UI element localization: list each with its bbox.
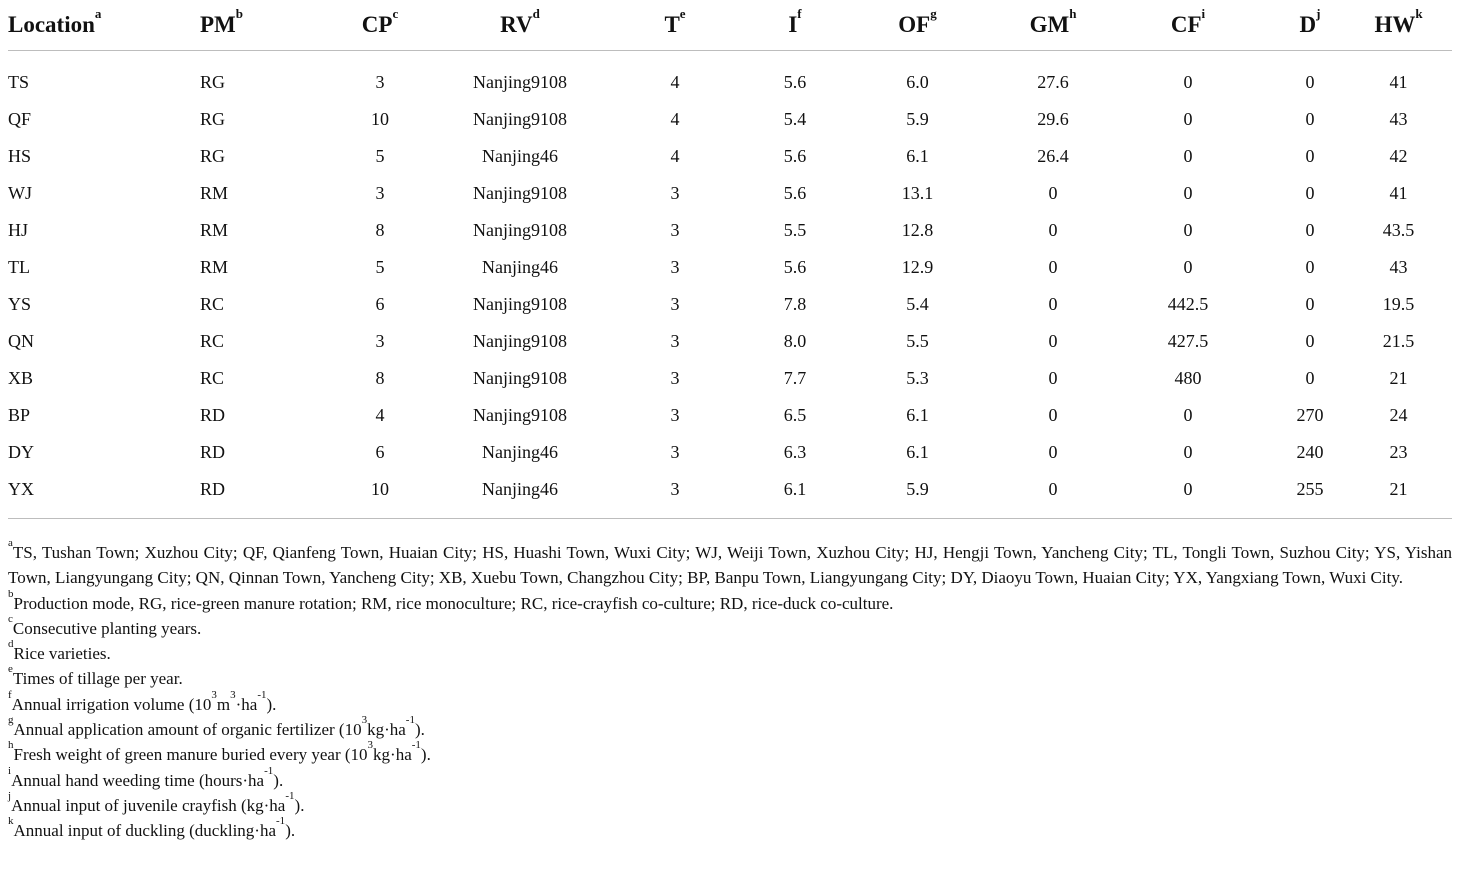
table-cell-rv: Nanjing46: [482, 146, 558, 166]
table-cell-gm: 0: [1048, 442, 1058, 462]
footnote-marker: i: [8, 764, 12, 777]
table-cell-rv: Nanjing9108: [473, 368, 567, 388]
footnote-marker: h: [8, 739, 14, 752]
table-cell-d: 0: [1305, 331, 1315, 351]
table-cell-cp: 3: [375, 331, 385, 351]
column-header-label: I: [788, 12, 798, 37]
column-header-label: CP: [361, 12, 393, 37]
table-cell-d: 0: [1305, 183, 1315, 203]
column-header-label: T: [664, 12, 680, 37]
table-cell-d: 270: [1296, 405, 1324, 425]
footnote-superscript: -1: [411, 739, 421, 752]
table-row: [8, 51, 1452, 102]
footnote-d: [8, 638, 1452, 666]
table-cell-t: 4: [670, 72, 680, 92]
footnotes: [8, 537, 1452, 844]
table-cell-i: 7.7: [783, 368, 807, 388]
table-cell-cf: 0: [1183, 146, 1193, 166]
table-cell-gm: 0: [1048, 294, 1058, 314]
table-cell-location: BP: [8, 405, 31, 425]
table-cell-gm: 0: [1048, 257, 1058, 277]
table-cell-location: XB: [8, 368, 34, 388]
table-cell-t: 3: [670, 257, 680, 277]
table-cell-cf: 0: [1183, 405, 1193, 425]
table-cell-of: 6.0: [906, 72, 929, 92]
column-header-label: PM: [200, 12, 236, 37]
table-cell-t: 3: [670, 331, 680, 351]
table-cell-of: 6.1: [906, 146, 929, 166]
table-cell-t: 3: [670, 479, 680, 499]
footnote-superscript: 3: [361, 714, 368, 727]
table-cell-hw: 19.5: [1382, 294, 1415, 314]
table-cell-pm: RC: [200, 368, 225, 388]
column-header-hw: [1345, 0, 1452, 51]
table-cell-cf: 0: [1183, 72, 1193, 92]
column-header-pm: [200, 0, 310, 51]
footnote-marker: j: [1316, 6, 1321, 21]
table-cell-location: YX: [8, 479, 34, 499]
footnote-text: Consecutive planting years.: [12, 618, 202, 638]
footnote-text: ·ha: [235, 694, 258, 714]
table-cell-rv: Nanjing9108: [473, 294, 567, 314]
footnote-marker: b: [235, 6, 243, 21]
table-cell-i: 5.5: [783, 220, 807, 240]
footnote-marker: k: [8, 815, 14, 828]
table-cell-i: 6.5: [783, 405, 807, 425]
table-cell-i: 6.1: [783, 479, 807, 499]
table-cell-i: 5.6: [783, 72, 807, 92]
column-header-of: [830, 0, 1005, 51]
table-cell-cf: 0: [1183, 257, 1193, 277]
table-cell-location: QN: [8, 331, 34, 351]
table-cell-cf: 480: [1174, 368, 1202, 388]
footnote-text: Fresh weight of green manure buried every year (10: [13, 745, 368, 765]
column-header-label: GM: [1029, 12, 1070, 37]
table-cell-gm: 26.4: [1037, 146, 1069, 166]
table-cell-location: QF: [8, 109, 32, 129]
column-header-label: RV: [500, 12, 533, 37]
table-cell-i: 8.0: [783, 331, 807, 351]
table-cell-t: 4: [670, 109, 680, 129]
table-cell-location: DY: [8, 442, 34, 462]
footnote-marker: a: [8, 537, 13, 549]
table-cell-of: 12.9: [901, 257, 934, 277]
table-cell-gm: 0: [1048, 183, 1058, 203]
table-cell-d: 255: [1296, 479, 1324, 499]
footnote-b: [8, 587, 1452, 616]
table-cell-of: 5.5: [906, 331, 929, 351]
table-cell-rv: Nanjing9108: [473, 405, 567, 425]
column-header-label: D: [1299, 12, 1317, 37]
footnote-text: Times of tillage per year.: [12, 669, 183, 689]
table-cell-rv: Nanjing46: [482, 442, 558, 462]
footnote-text: ).: [420, 745, 431, 765]
table-cell-i: 5.6: [783, 257, 807, 277]
table-cell-rv: Nanjing46: [482, 479, 558, 499]
table-cell-hw: 43: [1389, 257, 1408, 277]
table-cell-pm: RC: [200, 331, 225, 351]
table-cell-t: 3: [670, 183, 680, 203]
table-header-row: [8, 0, 1452, 51]
column-header-location: [8, 0, 200, 51]
footnote-text: Annual input of duckling (duckling·ha: [13, 821, 277, 841]
table-row: [8, 397, 1452, 434]
table-cell-location: WJ: [8, 183, 32, 203]
table-cell-i: 5.4: [783, 109, 807, 129]
table-cell-t: 3: [670, 294, 680, 314]
footnote-text: kg·ha: [367, 720, 406, 740]
footnote-marker: g: [930, 6, 937, 21]
column-header-cf: [1101, 0, 1275, 51]
data-table-container: [8, 0, 1452, 519]
table-row: [8, 286, 1452, 323]
footnote-e: [8, 663, 1452, 691]
table-cell-pm: RC: [200, 294, 225, 314]
footnote-h: [8, 739, 1452, 767]
footnote-j: [8, 789, 1452, 818]
footnote-text: Annual input of juvenile crayfish (kg·ha: [11, 795, 286, 815]
table-cell-t: 3: [670, 405, 680, 425]
table-body: [8, 51, 1452, 519]
footnote-text: Annual hand weeding time (hours·ha: [11, 770, 265, 790]
column-header-gm: [1005, 0, 1101, 51]
table-cell-gm: 0: [1048, 405, 1058, 425]
table-cell-cf: 442.5: [1167, 294, 1209, 314]
table-cell-hw: 23: [1389, 442, 1408, 462]
footnote-text: Production mode, RG, rice-green manure rotation; RM, rice monoculture; RC, rice-crayfish co-culture; RD, rice-duck co-culture.: [13, 593, 894, 613]
footnote-c: [8, 612, 1452, 641]
table-cell-cp: 8: [375, 368, 385, 388]
footnote-marker: c: [8, 612, 13, 625]
footnote-marker: h: [1069, 6, 1077, 21]
table-cell-gm: 0: [1048, 479, 1058, 499]
table-row: [8, 101, 1452, 138]
table-cell-cp: 6: [375, 294, 385, 314]
footnote-marker: d: [532, 6, 540, 21]
table-cell-d: 0: [1305, 109, 1315, 129]
footnote-text: Rice varieties.: [13, 644, 111, 664]
table-cell-d: 0: [1305, 368, 1315, 388]
table-cell-location: TS: [8, 72, 30, 92]
footnote-text: ).: [266, 694, 277, 714]
table-row: [8, 471, 1452, 519]
table-cell-gm: 0: [1048, 220, 1058, 240]
footnote-marker: i: [1201, 6, 1206, 21]
footnote-marker: f: [8, 688, 12, 701]
table-cell-of: 5.3: [906, 368, 929, 388]
table-cell-d: 240: [1296, 442, 1324, 462]
table-cell-rv: Nanjing9108: [473, 109, 567, 129]
table-cell-rv: Nanjing9108: [473, 220, 567, 240]
table-cell-cp: 4: [375, 405, 385, 425]
table-cell-gm: 0: [1048, 331, 1058, 351]
table-cell-pm: RM: [200, 220, 229, 240]
table-cell-cf: 0: [1183, 183, 1193, 203]
column-header-label: HW: [1374, 12, 1416, 37]
table-cell-cf: 0: [1183, 109, 1193, 129]
table-cell-of: 6.1: [906, 405, 929, 425]
column-header-label: CF: [1170, 12, 1202, 37]
footnote-f: [8, 688, 1452, 717]
table-cell-hw: 41: [1389, 72, 1408, 92]
table-cell-t: 4: [670, 146, 680, 166]
table-cell-i: 6.3: [783, 442, 807, 462]
table-cell-pm: RM: [200, 183, 229, 203]
footnote-text: ).: [273, 770, 284, 790]
footnote-text: ).: [294, 795, 305, 815]
footnote-superscript: 3: [211, 688, 217, 701]
column-header-label: OF: [898, 12, 931, 37]
table-cell-t: 3: [670, 368, 680, 388]
table-cell-hw: 41: [1389, 183, 1408, 203]
table-row: [8, 212, 1452, 249]
table-cell-rv: Nanjing9108: [473, 331, 567, 351]
footnote-superscript: -1: [405, 714, 415, 727]
table-cell-location: HS: [8, 146, 32, 166]
table-cell-location: TL: [8, 257, 30, 277]
footnote-marker: c: [392, 6, 399, 21]
table-cell-rv: Nanjing9108: [473, 183, 567, 203]
footnote-k: [8, 815, 1452, 843]
table-cell-cp: 5: [375, 146, 385, 166]
table-cell-hw: 21: [1389, 368, 1408, 388]
column-header-i: [760, 0, 830, 51]
table-cell-t: 3: [670, 442, 680, 462]
footnote-marker: e: [8, 663, 13, 676]
table-row: [8, 360, 1452, 397]
table-cell-d: 0: [1305, 146, 1315, 166]
table-cell-i: 5.6: [783, 146, 807, 166]
footnote-marker: b: [8, 587, 14, 600]
table-cell-cp: 3: [375, 183, 385, 203]
table-row: [8, 175, 1452, 212]
footnote-text: m: [216, 694, 231, 714]
table-row: [8, 138, 1452, 175]
table-cell-cp: 8: [375, 220, 385, 240]
table-cell-cf: 0: [1183, 220, 1193, 240]
table-cell-d: 0: [1305, 220, 1315, 240]
table-cell-location: YS: [8, 294, 32, 314]
column-header-t: [590, 0, 760, 51]
table-cell-gm: 27.6: [1037, 72, 1069, 92]
footnote-superscript: 3: [367, 739, 374, 752]
column-header-d: [1275, 0, 1345, 51]
table-cell-gm: 0: [1048, 368, 1058, 388]
footnote-superscript: -1: [276, 815, 286, 828]
table-cell-of: 12.8: [901, 220, 934, 240]
table-cell-cp: 3: [375, 72, 385, 92]
table-cell-gm: 29.6: [1037, 109, 1069, 129]
table-cell-rv: Nanjing46: [482, 257, 558, 277]
table-cell-of: 5.9: [906, 109, 929, 129]
footnote-marker: k: [1415, 6, 1423, 21]
table-cell-cp: 10: [371, 479, 389, 499]
table-cell-pm: RG: [200, 72, 226, 92]
footnote-text: ).: [414, 720, 425, 740]
footnote-marker: g: [8, 714, 14, 727]
footnote-superscript: -1: [264, 764, 274, 777]
table-cell-hw: 43: [1389, 109, 1408, 129]
table-row: [8, 249, 1452, 286]
table-row: [8, 323, 1452, 360]
table-cell-hw: 42: [1389, 146, 1408, 166]
table-cell-cp: 10: [371, 109, 389, 129]
table-cell-of: 5.4: [906, 294, 929, 314]
table-cell-of: 6.1: [906, 442, 929, 462]
table-cell-of: 5.9: [906, 479, 929, 499]
footnote-g: [8, 714, 1452, 742]
footnote-text: ).: [285, 821, 296, 841]
footnote-marker: e: [679, 6, 686, 21]
table-cell-pm: RM: [200, 257, 229, 277]
table-cell-pm: RG: [200, 146, 226, 166]
table-cell-location: HJ: [8, 220, 29, 240]
footnote-text: TS, Tushan Town; Xuzhou City; QF, Qianfeng Town, Huaian City; HS, Huashi Town, Wuxi City; WJ, Weiji Town, Xuzhou City; HJ, Hengji Town, Yancheng City; TL, Tongli Town, Suzhou City; YS, Yishan Town, Liangyungang City; QN, Qinnan Town, Yancheng City; XB, Xuebu Town, Changzhou City; BP, Banpu Town, Liangyungang City; DY, Diaoyu Town, Huaian City; YX, Yangxiang Town, Wuxi City.: [8, 543, 1452, 588]
table-cell-i: 5.6: [783, 183, 807, 203]
column-header-rv: [450, 0, 590, 51]
footnote-superscript: -1: [285, 789, 295, 802]
table-cell-rv: Nanjing9108: [473, 72, 567, 92]
table-cell-pm: RD: [200, 479, 226, 499]
table-cell-d: 0: [1305, 257, 1315, 277]
table-cell-pm: RD: [200, 442, 226, 462]
footnote-marker: j: [8, 789, 12, 802]
table-cell-cf: 0: [1183, 479, 1193, 499]
footnote-superscript: 3: [230, 688, 236, 701]
table-cell-cp: 6: [375, 442, 385, 462]
data-table: [8, 0, 1452, 519]
table-cell-d: 0: [1305, 72, 1315, 92]
table-cell-pm: RD: [200, 405, 226, 425]
table-cell-cf: 0: [1183, 442, 1193, 462]
table-cell-hw: 24: [1389, 405, 1408, 425]
column-header-cp: [310, 0, 450, 51]
table-cell-cp: 5: [375, 257, 385, 277]
table-cell-t: 3: [670, 220, 680, 240]
table-cell-hw: 21: [1389, 479, 1408, 499]
table-cell-of: 13.1: [901, 183, 934, 203]
table-row: [8, 434, 1452, 471]
footnote-text: Annual irrigation volume (10: [11, 694, 212, 714]
footnote-i: [8, 764, 1452, 793]
table-cell-d: 0: [1305, 294, 1315, 314]
footnote-marker: a: [94, 6, 102, 21]
footnote-text: kg·ha: [373, 745, 412, 765]
footnote-text: Annual application amount of organic fertilizer (10: [13, 720, 362, 740]
table-cell-i: 7.8: [783, 294, 807, 314]
table-cell-hw: 43.5: [1382, 220, 1415, 240]
footnote-marker: f: [797, 6, 802, 21]
footnote-marker: d: [8, 638, 14, 651]
table-cell-hw: 21.5: [1382, 331, 1415, 351]
table-cell-pm: RG: [200, 109, 226, 129]
footnote-superscript: -1: [257, 688, 267, 701]
column-header-label: Location: [8, 12, 95, 37]
table-cell-cf: 427.5: [1167, 331, 1209, 351]
footnote-a: [8, 537, 1452, 591]
